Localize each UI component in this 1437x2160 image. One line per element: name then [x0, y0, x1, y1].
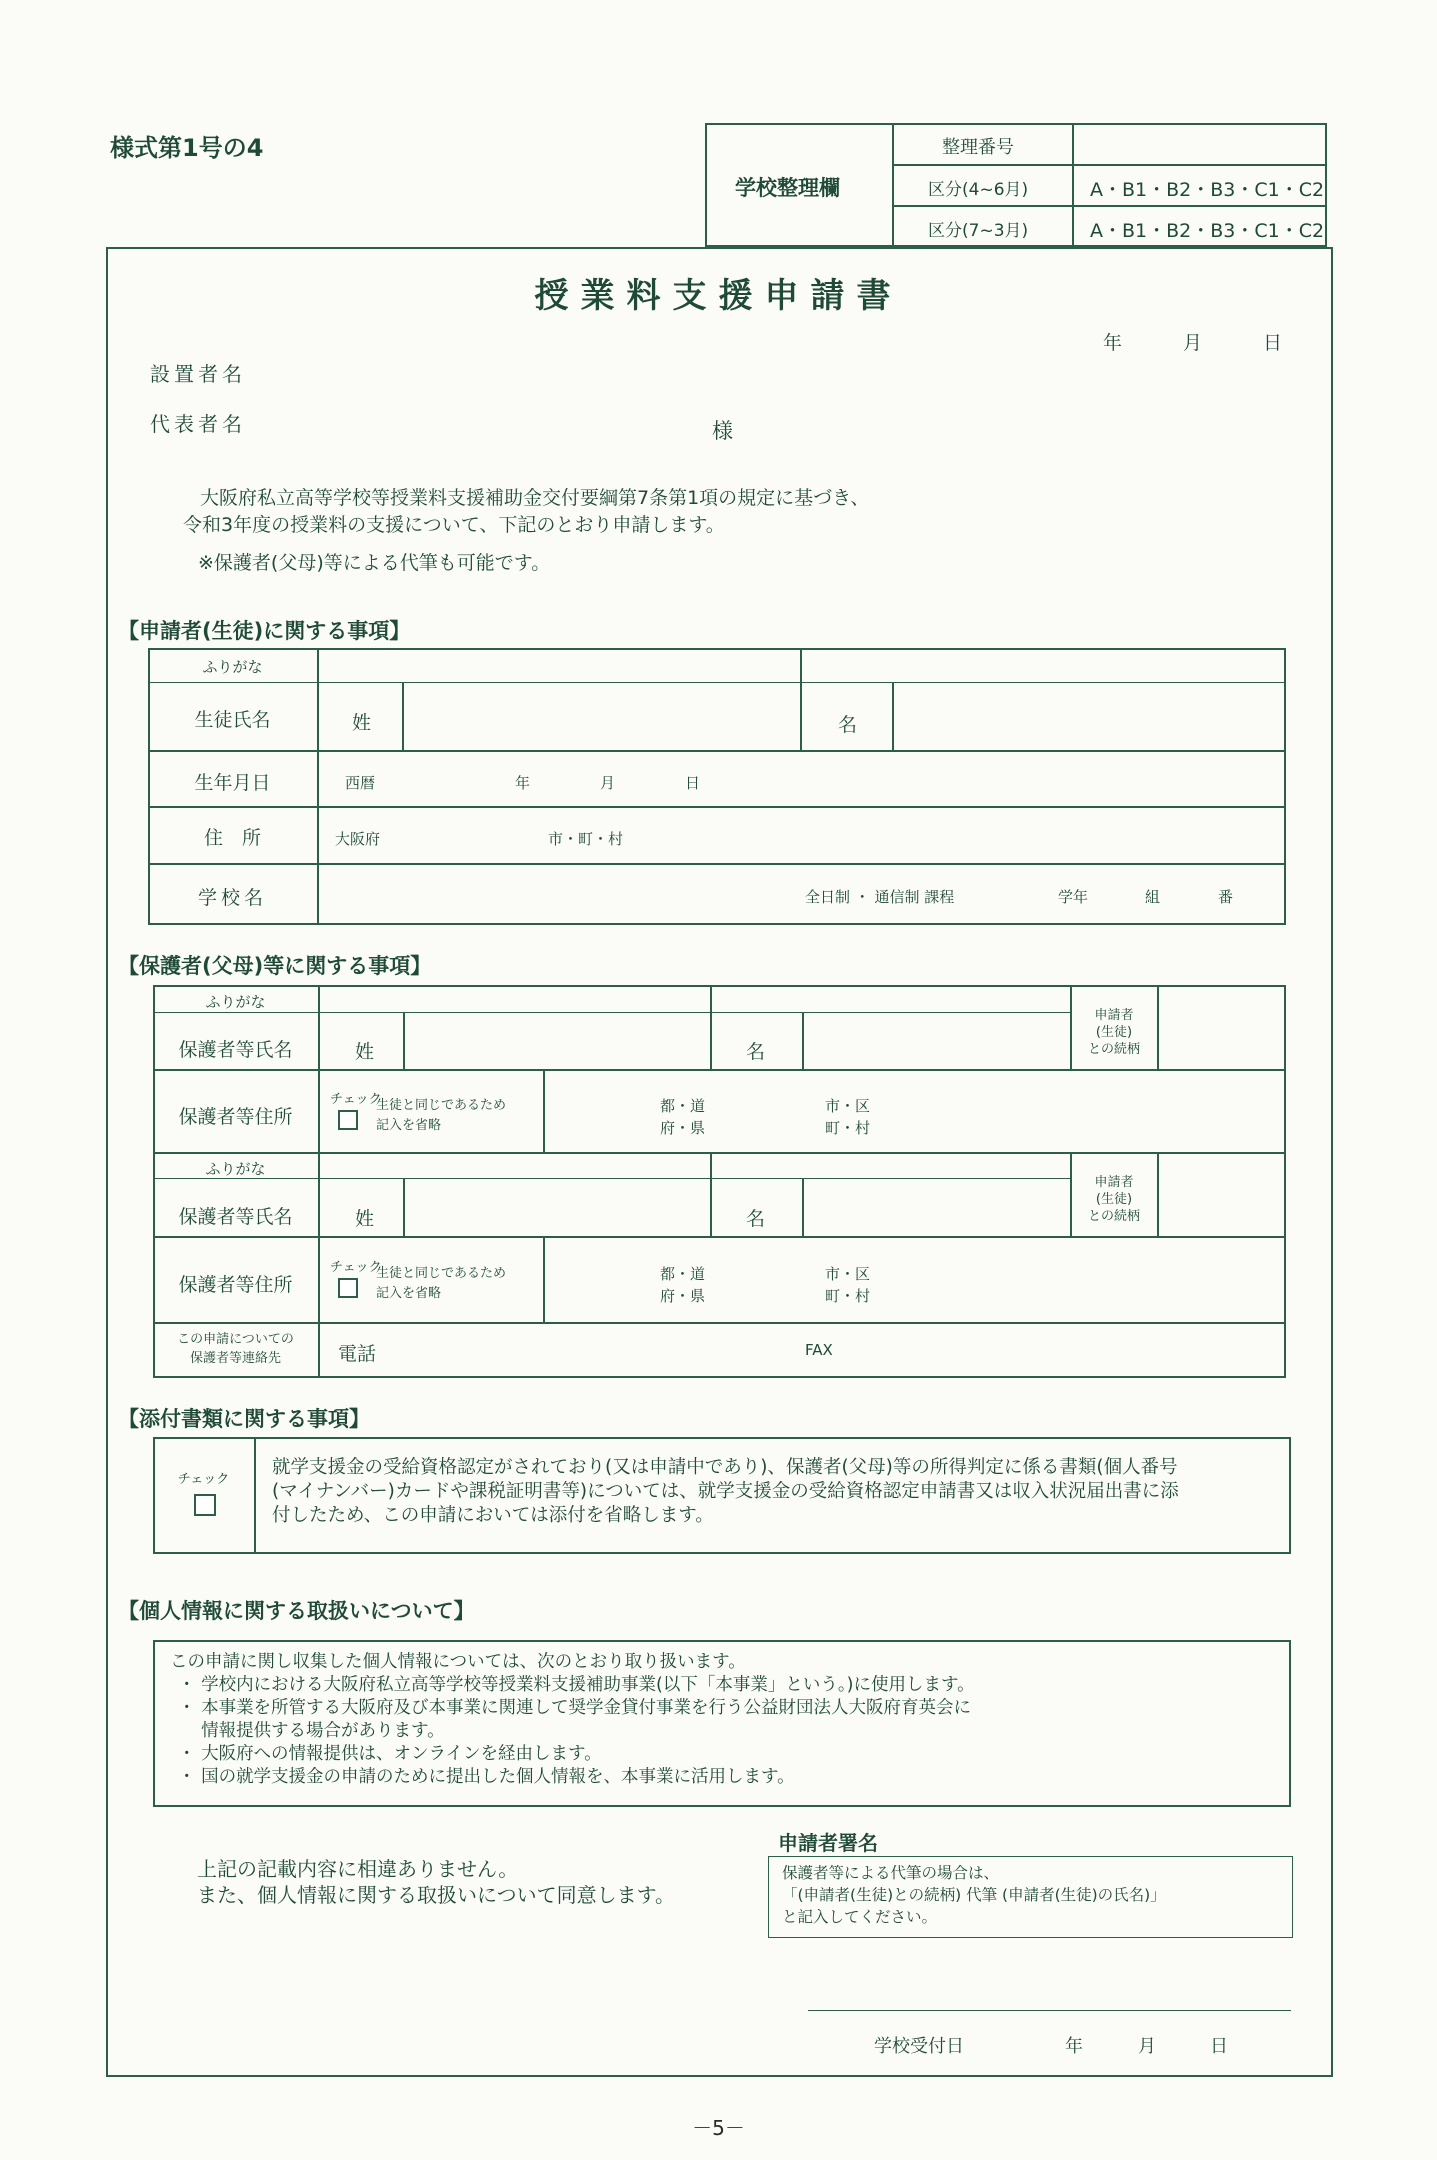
category-apr-jun-label: 区分(4~6月): [928, 180, 1029, 200]
guardian1-same-address-checkbox[interactable]: [338, 1110, 358, 1130]
guardian2-relation-line2: (生徒): [1095, 1192, 1133, 1207]
guardian1-same-line2: 記入を省略: [376, 1118, 442, 1133]
guardian2-furigana-field[interactable]: [322, 1156, 706, 1176]
honorific: 様: [712, 419, 733, 443]
guardian1-name-label: 保護者等氏名: [178, 1039, 293, 1061]
signature-heading: 申請者署名: [778, 1831, 878, 1855]
privacy-item-2-cont: 情報提供する場合があります。: [178, 1721, 445, 1741]
guardian2-address-label: 保護者等住所: [178, 1274, 293, 1296]
privacy-item-1: ・ 学校内における大阪府私立高等学校等授業料支援補助事業(以下「本事業」という。)に使用します。: [178, 1675, 975, 1695]
privacy-section-heading: 【個人情報に関する取扱いについて】: [118, 1599, 475, 1623]
privacy-item-3: ・ 大阪府への情報提供は、オンラインを経由します。: [178, 1744, 602, 1764]
fax-label: FAX: [805, 1341, 833, 1359]
guardian2-same-line2: 記入を省略: [376, 1286, 442, 1301]
page-number: －5－: [692, 2116, 745, 2140]
intro-line1: 大阪府私立高等学校等授業料支援補助金交付要綱第7条第1項の規定に基づき、: [200, 487, 870, 509]
receipt-year: 年: [1065, 2036, 1083, 2057]
birthdate-label: 生年月日: [194, 772, 271, 794]
signature-line: [808, 2010, 1291, 2011]
guardian1-relation-line1: 申請者: [1094, 1008, 1134, 1023]
guardian2-pref-line1: 都・道: [660, 1265, 706, 1283]
address-label: 住 所: [203, 827, 261, 849]
intro-line2: 令和3年度の授業料の支援について、下記のとおり申請します。: [183, 514, 725, 536]
receipt-label: 学校受付日: [874, 2036, 964, 2057]
birth-day-label: 日: [685, 774, 701, 792]
date-day: 日: [1263, 332, 1283, 354]
admin-number-label: 整理番号: [942, 137, 1014, 158]
guardian1-surname-label: 姓: [355, 1041, 375, 1063]
proxy-note: ※保護者(父母)等による代筆も可能です。: [198, 552, 551, 574]
guardian1-relation-line3: との続柄: [1087, 1042, 1140, 1057]
attachment-omit-checkbox[interactable]: [194, 1494, 216, 1516]
guardian1-surname-field[interactable]: [407, 1016, 706, 1066]
contact-label-line1: この申請についての: [177, 1332, 294, 1347]
category-jul-mar-label: 区分(7~3月): [928, 221, 1029, 241]
signature-note1: 保護者等による代筆の場合は、: [782, 1864, 1000, 1882]
guardian2-relation-line1: 申請者: [1094, 1175, 1134, 1190]
guardian1-furigana-field[interactable]: [322, 989, 706, 1009]
receipt-month: 月: [1138, 2036, 1156, 2057]
guardian2-relation-field[interactable]: [1161, 1156, 1282, 1232]
phone-field[interactable]: [395, 1328, 785, 1372]
privacy-item-4: ・ 国の就学支援金の申請のために提出した個人情報を、本事業に活用します。: [178, 1767, 795, 1787]
guardian1-pref-line2: 府・県: [660, 1119, 706, 1137]
guardian2-same-line1: 生徒と同じであるため: [376, 1266, 507, 1281]
privacy-intro: この申請に関し収集した個人情報については、次のとおり取り扱います。: [170, 1652, 746, 1672]
representative-label: 代表者名: [150, 412, 246, 436]
signature-note2: 「(申請者(生徒)との続柄) 代筆 (申請者(生徒)の氏名)」: [782, 1886, 1166, 1904]
student-name-label: 生徒氏名: [194, 709, 271, 731]
date-month: 月: [1183, 332, 1203, 354]
founder-label: 設置者名: [150, 362, 246, 386]
guardian2-pref-line2: 府・県: [660, 1287, 706, 1305]
guardian1-pref-line1: 都・道: [660, 1097, 706, 1115]
guardian1-check-label: チェック: [330, 1092, 382, 1107]
signature-field[interactable]: [808, 1960, 1291, 2006]
student-given-name-field[interactable]: [896, 686, 1282, 746]
guardian1-relation-line2: (生徒): [1095, 1025, 1133, 1040]
surname-label: 姓: [352, 712, 372, 734]
guardian2-city-line2: 町・村: [825, 1287, 871, 1305]
applicant-furigana-given-field[interactable]: [804, 652, 1282, 680]
applicant-furigana-label: ふりがな: [202, 658, 263, 676]
birth-month-label: 月: [600, 774, 616, 792]
guardian2-check-label: チェック: [330, 1260, 382, 1275]
guardian1-same-line1: 生徒と同じであるため: [376, 1098, 507, 1113]
attachment-line1: 就学支援金の受給資格認定がされており(又は申請中であり)、保護者(父母)等の所得判定に係る書類(個人番号: [272, 1457, 1178, 1478]
attachment-line3: 付したため、この申請においては添付を省略します。: [272, 1505, 714, 1526]
guardian2-furigana-label: ふりがな: [205, 1160, 266, 1178]
attachment-line2: (マイナンバー)カードや課税証明書等)については、就学支援金の受給資格認定申請書又は収入状況届出書に添: [272, 1481, 1179, 1502]
student-surname-field[interactable]: [406, 686, 796, 746]
class-label: 組: [1145, 888, 1161, 906]
grade-label: 学年: [1058, 888, 1089, 906]
guardian1-city-line2: 町・村: [825, 1119, 871, 1137]
admin-number-field[interactable]: [1075, 130, 1325, 160]
form-title: 授業料支援申請書: [534, 276, 903, 316]
guardian2-given-label: 名: [746, 1208, 766, 1230]
student-number-label: 番: [1218, 888, 1234, 906]
guardian1-address-label: 保護者等住所: [178, 1106, 293, 1128]
guardian2-city-line1: 市・区: [825, 1265, 871, 1283]
privacy-item-2: ・ 本事業を所管する大阪府及び本事業に関連して奨学金貸付事業を行う公益財団法人大阪府育英会に: [178, 1698, 972, 1718]
guardian1-city-line1: 市・区: [825, 1097, 871, 1115]
guardian1-given-label: 名: [746, 1041, 766, 1063]
form-number: 様式第1号の4: [110, 134, 264, 162]
declaration-line2: また、個人情報に関する取扱いについて同意します。: [197, 1883, 675, 1907]
school-name-label: 学校名: [197, 887, 267, 909]
birth-year-label: 年: [515, 774, 531, 792]
era-label: 西暦: [345, 774, 376, 792]
guardian1-given-field[interactable]: [806, 1016, 1066, 1066]
signature-note3: と記入してください。: [782, 1908, 938, 1926]
attachment-check-label: チェック: [177, 1472, 230, 1487]
guardian2-surname-field[interactable]: [407, 1182, 706, 1232]
guardian2-name-label: 保護者等氏名: [178, 1206, 293, 1228]
contact-label-line2: 保護者等連絡先: [189, 1351, 281, 1366]
applicant-furigana-surname-field[interactable]: [322, 652, 796, 680]
course-label: 全日制 ・ 通信制 課程: [805, 888, 955, 906]
prefecture-label: 大阪府: [335, 830, 381, 848]
guardian2-given-field[interactable]: [806, 1182, 1066, 1232]
guardian2-surname-label: 姓: [355, 1208, 375, 1230]
category-jul-mar-options[interactable]: A・B1・B2・B3・C1・C2: [1090, 220, 1325, 242]
declaration-line1: 上記の記載内容に相違ありません。: [197, 1857, 519, 1881]
guardian-section-heading: 【保護者(父母)等に関する事項】: [118, 954, 432, 978]
receipt-day: 日: [1210, 2036, 1228, 2057]
guardian1-furigana-label: ふりがな: [205, 993, 266, 1011]
phone-label: 電話: [338, 1343, 377, 1365]
attachment-section-heading: 【添付書類に関する事項】: [118, 1407, 370, 1431]
guardian1-relation-field[interactable]: [1161, 989, 1282, 1065]
municipality-label: 市・町・村: [548, 830, 624, 848]
given-name-label: 名: [838, 714, 858, 736]
category-apr-jun-options[interactable]: A・B1・B2・B3・C1・C2: [1090, 179, 1325, 201]
fax-field[interactable]: [860, 1328, 1280, 1372]
school-admin-label: 学校整理欄: [735, 176, 840, 200]
date-year: 年: [1103, 332, 1123, 354]
applicant-section-heading: 【申請者(生徒)に関する事項】: [118, 619, 411, 643]
guardian2-relation-line3: との続柄: [1087, 1209, 1140, 1224]
guardian2-same-address-checkbox[interactable]: [338, 1278, 358, 1298]
